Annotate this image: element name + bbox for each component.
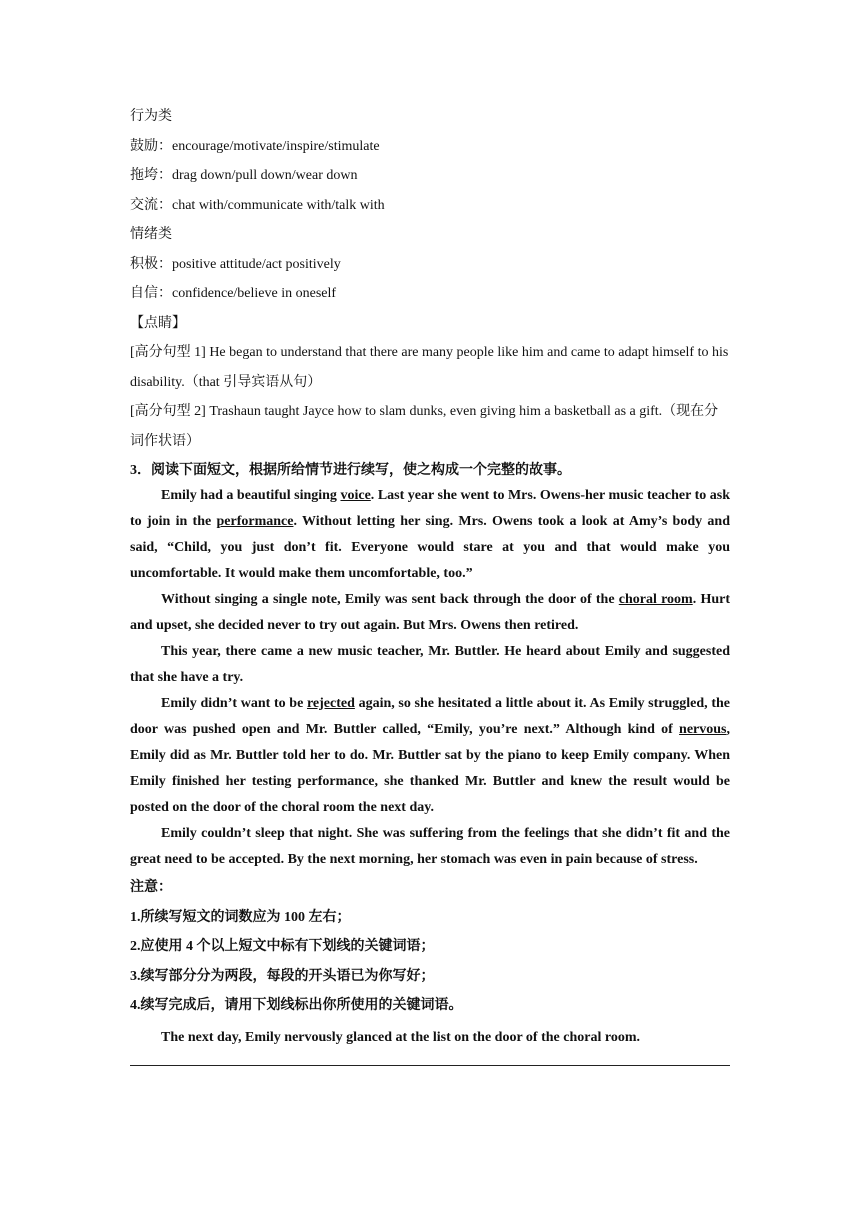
vocab-item-positive: 积极：positive attitude/act positively [130, 256, 341, 272]
notes-header: 注意： [130, 880, 172, 895]
story-paragraph-1: Emily had a beautiful singing voice. Last year she went to Mrs. Owens-her music teacher to ask to join in the performance. Without letting her sing. Mrs. Owens took a look at Amy’s body and said, “Child, you just don’t fit. Everyone would stare at you and that would make you uncomfortable. It would make them uncomfortable, too.” [130, 488, 730, 581]
vocab-item-communicate: 交流：chat with/communicate with/talk with [130, 197, 385, 213]
sentence-pattern-2: [高分句型 2] Trashaun taught Jayce how to slam dunks, even giving him a basketball as a gift.（现在分词作状语） [130, 404, 719, 449]
keyword-voice: voice [340, 488, 371, 503]
emotion-header: 情绪类 [130, 227, 172, 242]
story-paragraph-3: This year, there came a new music teacher, Mr. Buttler. He heard about Emily and suggested that she have a try. [130, 644, 730, 685]
keyword-performance: performance [216, 514, 294, 529]
highlight-header: 【点睛】 [130, 315, 186, 331]
story-paragraph-5: Emily couldn’t sleep that night. She was suffering from the feelings that she didn’t fit and the great need to be accepted. By the next morning, her stomach was even in pain because of stress. [130, 826, 730, 867]
story-paragraph-2: Without singing a single note, Emily was sent back through the door of the choral room. Hurt and upset, she decided never to try out again. But Mrs. Owens then retired. [130, 592, 730, 633]
vocab-item-confidence: 自信：confidence/believe in oneself [130, 286, 337, 301]
task-title: 3．阅读下面短文，根据所给情节进行续写，使之构成一个完整的故事。 [130, 463, 571, 478]
story-paragraph-4: Emily didn’t want to be rejected again, so she hesitated a little about it. As Emily struggled, the door was pushed open and Mr. Buttler called, “Emily, you’re next.” Although kind of nervous, Emily did as Mr. Buttler told her to do. Mr. Buttler sat by the piano to keep Emily company. When Emily finished her testing performance, she thanked Mr. Buttler and knew the result would be posted on the door of the choral room the next day. [130, 696, 730, 815]
document-content [130, 102, 730, 1066]
answer-line [130, 1065, 730, 1066]
keyword-nervous: nervous [679, 722, 727, 737]
keyword-choral-room: choral room [618, 592, 693, 607]
vocab-item-drag-down: 拖垮：drag down/pull down/wear down [130, 168, 358, 183]
note-item-4: 4.续写完成后，请用下划线标出你所使用的关键词语。 [130, 998, 463, 1013]
keyword-rejected: rejected [306, 696, 355, 711]
behavior-header: 行为类 [130, 109, 172, 124]
continuation-starter: The next day, Emily nervously glanced at the list on the door of the choral room. [161, 1029, 640, 1045]
note-item-1: 1.所续写短文的词数应为 100 左右； [130, 909, 351, 925]
sentence-pattern-1: [高分句型 1] He began to understand that there are many people like him and came to adapt himself to his disability.（that 引导宾语从句） [130, 345, 729, 390]
vocab-item-encourage: 鼓励：encourage/motivate/inspire/stimulate [130, 138, 380, 154]
note-item-2: 2.应使用 4 个以上短文中标有下划线的关键词语； [130, 939, 435, 954]
note-item-3: 3.续写部分分为两段，每段的开头语已为你写好； [130, 968, 435, 984]
